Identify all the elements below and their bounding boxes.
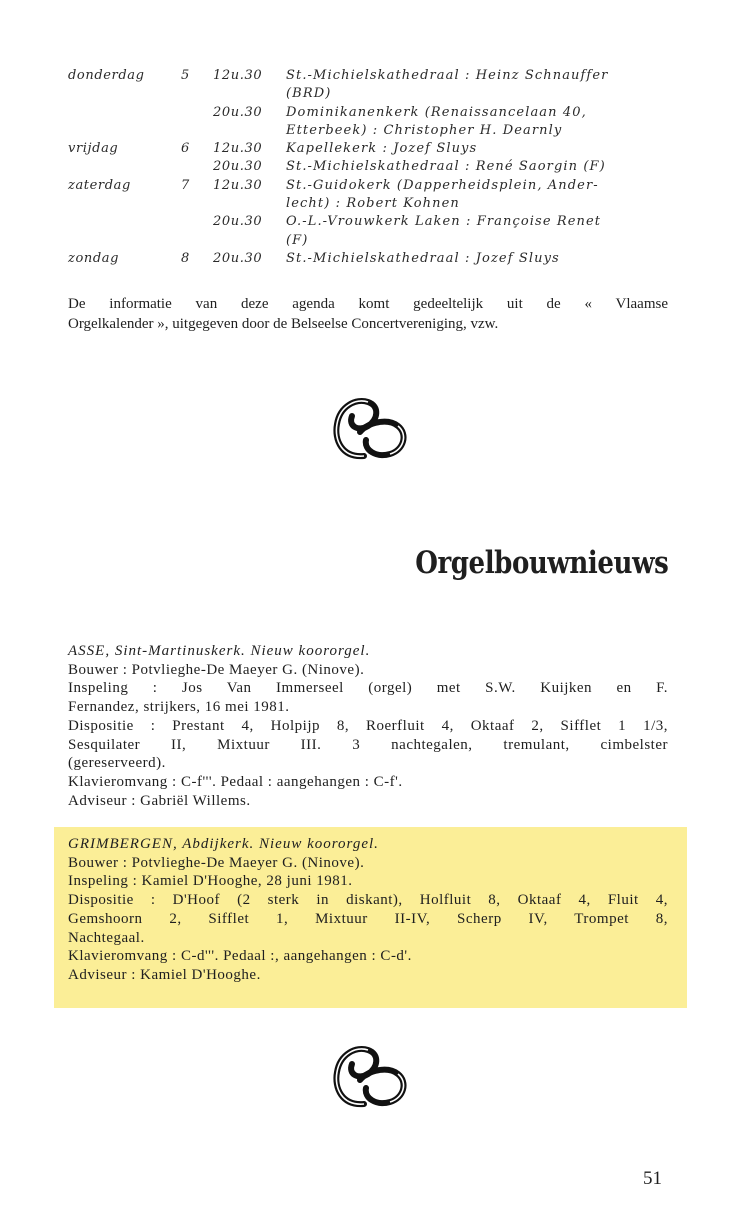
entry-line: Adviseur : Gabriël Willems. [68, 792, 251, 809]
agenda-place: O.-L.-Vrouwkerk Laken : Françoise Renet [286, 214, 602, 230]
agenda-date: 5 [181, 68, 190, 83]
entry-line: Gemshoorn 2, Sifflet 1, Mixtuur II-IV, Scherp IV, Trompet 8, [68, 910, 668, 927]
agenda-row [68, 178, 668, 196]
agenda-day: zaterdag [68, 177, 131, 193]
agenda-row [68, 233, 668, 251]
agenda-row [68, 141, 668, 159]
agenda-date: 8 [181, 250, 190, 266]
entry-line: (gereserveerd). [68, 755, 166, 772]
agenda-day: zondag [68, 250, 120, 266]
agenda-list [68, 68, 668, 269]
agenda-place: St.-Michielskathedraal : René Saorgin (F) [286, 159, 606, 175]
ornament-logo-icon [328, 392, 410, 464]
agenda-row [68, 86, 668, 104]
agenda-row [68, 196, 668, 214]
agenda-place: Etterbeek) : Christopher H. Dearnly [286, 122, 563, 138]
agenda-date: 7 [181, 177, 190, 193]
agenda-place: Dominikanenkerk (Renaissancelaan 40, [286, 104, 587, 120]
agenda-row [68, 105, 668, 123]
agenda-row [68, 251, 668, 269]
agenda-time: 20u.30 [213, 104, 263, 120]
agenda-place: (F) [286, 232, 309, 248]
agenda-time: 20u.30 [213, 250, 263, 266]
entry-line: Sesquilater II, Mixtuur III. 3 nachtegalen, tremulant, cimbelster [68, 736, 668, 753]
entry-heading: ASSE, Sint-Martinuskerk. Nieuw koororgel. [68, 643, 371, 659]
entry-grimbergen [68, 835, 668, 985]
entry-line: Nachtegaal. [68, 929, 145, 946]
ornament-logo-icon [328, 1040, 410, 1112]
agenda-place: lecht) : Robert Kohnen [286, 196, 460, 212]
entry-heading: GRIMBERGEN, Abdijkerk. Nieuw koororgel. [68, 836, 379, 852]
entry-line: Dispositie : D'Hoof (2 sterk in diskant), Holfluit 8, Oktaaf 4, Fluit 4, [68, 892, 668, 909]
agenda-source-note [68, 294, 668, 334]
agenda-time: 12u.30 [213, 177, 263, 193]
entry-line: Inspeling : Jos Van Immerseel (orgel) met S.W. Kuijken en F. [68, 680, 668, 697]
section-title: Orgelbouwnieuws [414, 545, 668, 581]
agenda-time: 12u.30 [213, 141, 263, 157]
agenda-date: 6 [181, 141, 190, 157]
agenda-place: St.-Michielskathedraal : Heinz Schnauffer [286, 68, 609, 83]
agenda-day: vrijdag [68, 141, 119, 157]
entry-line: Bouwer : Potvlieghe-De Maeyer G. (Ninove). [68, 661, 365, 678]
entry-line: Dispositie : Prestant 4, Holpijp 8, Roerfluit 4, Oktaaf 2, Sifflet 1 1/3, [68, 717, 668, 734]
entry-line: Adviseur : Kamiel D'Hooghe. [68, 966, 261, 983]
agenda-place: St.-Guidokerk (Dapperheidsplein, Ander- [286, 177, 599, 193]
agenda-row [68, 214, 668, 232]
agenda-time: 20u.30 [213, 214, 263, 230]
agenda-place: (BRD) [286, 86, 332, 102]
note-line: De informatie van deze agenda komt gedeeltelijk uit de « Vlaamse [68, 296, 668, 312]
entry-line: Fernandez, strijkers, 16 mei 1981. [68, 699, 290, 716]
entry-line: Klavieromvang : C-f'''. Pedaal : aangehangen : C-f'. [68, 773, 403, 790]
page-number: 51 [643, 1168, 662, 1189]
agenda-place: Kapellekerk : Jozef Sluys [286, 141, 478, 157]
agenda-time: 20u.30 [213, 159, 263, 175]
agenda-day: donderdag [68, 68, 145, 83]
entry-asse [68, 642, 668, 810]
agenda-row [68, 68, 668, 86]
agenda-time: 12u.30 [213, 68, 263, 83]
entry-line: Inspeling : Kamiel D'Hooghe, 28 juni 1981. [68, 873, 353, 890]
entry-line: Klavieromvang : C-d'''. Pedaal :, aangehangen : C-d'. [68, 948, 412, 965]
entry-line: Bouwer : Potvlieghe-De Maeyer G. (Ninove). [68, 854, 365, 871]
agenda-row [68, 123, 668, 141]
agenda-row [68, 159, 668, 177]
agenda-place: St.-Michielskathedraal : Jozef Sluys [286, 250, 560, 266]
note-line: Orgelkalender », uitgegeven door de Belseelse Concertvereniging, vzw. [68, 316, 499, 332]
